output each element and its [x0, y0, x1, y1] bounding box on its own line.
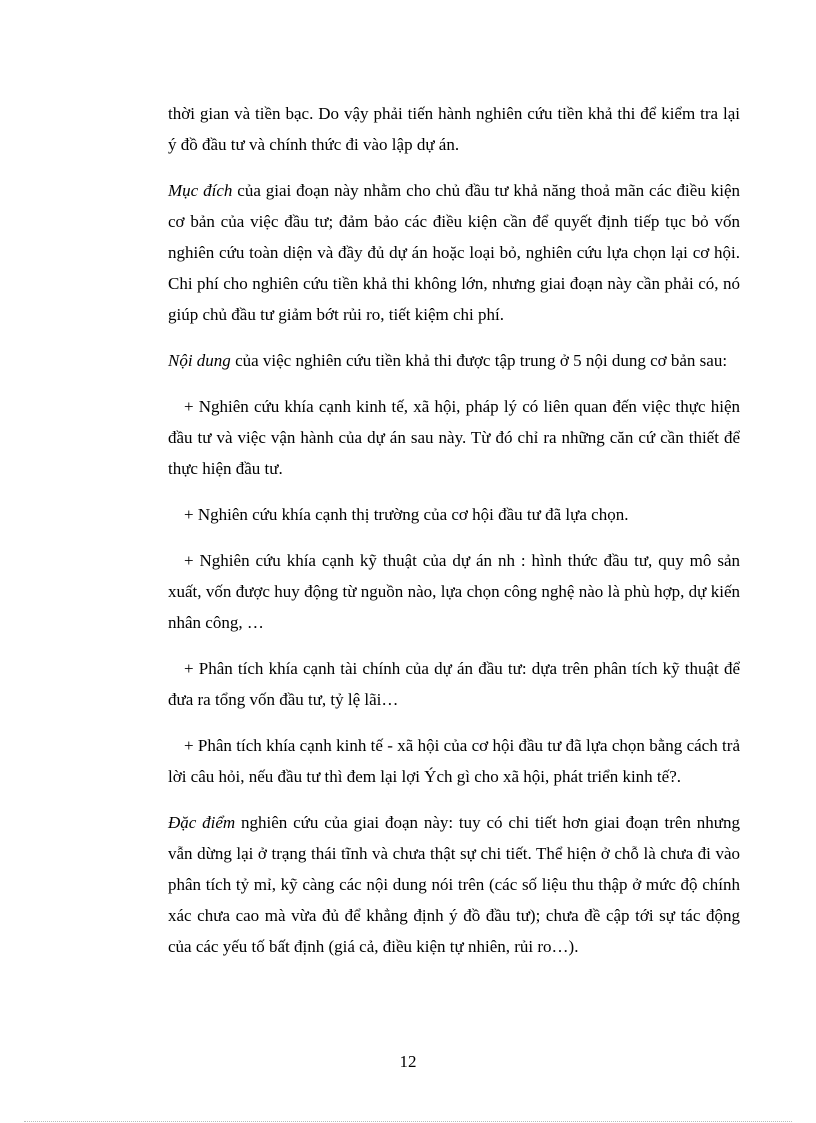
- paragraph-content: [168, 345, 740, 376]
- page-bottom-divider: [24, 1121, 792, 1122]
- paragraph-label-characteristics: Đặc điểm: [168, 813, 236, 832]
- bullet-item-5: + Phân tích khía cạnh kinh tế - xã hội của cơ hội đầu tư đã lựa chọn bằng cách trả lời câu hỏi, nếu đầu tư thì đem lại lợi Ých gì cho xã hội, phát triển kinh tế?.: [168, 736, 740, 786]
- paragraph-label-purpose: Mục đích: [168, 181, 233, 200]
- paragraph-text: của giai đoạn này nhằm cho chủ đầu tư khả năng thoả mãn các điều kiện cơ bản của việc đầu tư; đảm bảo các điều kiện cần để quyết định tiếp tục bỏ vốn nghiên cứu toàn diện và đầy đủ dự án hoặc loại bỏ, nghiên cứu lựa chọn lại cơ hội. Chi phí cho nghiên cứu tiền khả thi không lớn, nhưng giai đoạn này cần phải có, nó giúp chủ đầu tư giảm bớt rủi ro, tiết kiệm chi phí.: [168, 181, 740, 324]
- bullet-item-2: + Nghiên cứu khía cạnh thị trường của cơ hội đầu tư đã lựa chọn.: [184, 505, 629, 524]
- page-body: [168, 98, 740, 977]
- paragraph-text: của việc nghiên cứu tiền khả thi được tập trung ở 5 nội dung cơ bản sau:: [230, 351, 728, 370]
- paragraph-label-content: Nội dung: [168, 351, 231, 370]
- paragraph-characteristics: [168, 807, 740, 962]
- paragraph-continuation: [168, 98, 740, 160]
- page-number: 12: [399, 1052, 417, 1071]
- paragraph-text: nghiên cứu của giai đoạn này: tuy có chi tiết hơn giai đoạn trên nhưng vẫn dừng lại ở trạng thái tĩnh và chưa thật sự chi tiết. Thể hiện ở chỗ là chưa đi vào phân tích tỷ mỉ, kỹ càng các nội dung nói trên (các số liệu thu thập ở mức độ chính xác chưa cao mà vừa đủ để khẳng định ý đồ đầu tư); chưa đề cập tới sự tác động của các yếu tố bất định (giá cả, điều kiện tự nhiên, rủi ro…).: [168, 813, 740, 956]
- paragraph-text: thời gian và tiền bạc. Do vậy phải tiến hành nghiên cứu tiền khả thi để kiểm tra lại ý đồ đầu tư và chính thức đi vào lập dự án.: [168, 104, 740, 154]
- bullet-item-3: + Nghiên cứu khía cạnh kỹ thuật của dự án nh : hình thức đầu tư, quy mô sản xuất, vốn được huy động từ nguồn nào, lựa chọn công nghệ nào là phù hợp, dự kiến nhân công, …: [168, 551, 740, 632]
- bullet-item-1: + Nghiên cứu khía cạnh kinh tế, xã hội, pháp lý có liên quan đến việc thực hiện đầu tư và việc vận hành của dự án sau này. Từ đó chỉ ra những căn cứ cần thiết để thực hiện đầu tư.: [168, 397, 740, 478]
- paragraph-purpose: [168, 175, 740, 330]
- bullet-item-4: + Phân tích khía cạnh tài chính của dự án đầu tư: dựa trên phân tích kỹ thuật để đưa ra tổng vốn đầu tư, tỷ lệ lãi…: [168, 659, 740, 709]
